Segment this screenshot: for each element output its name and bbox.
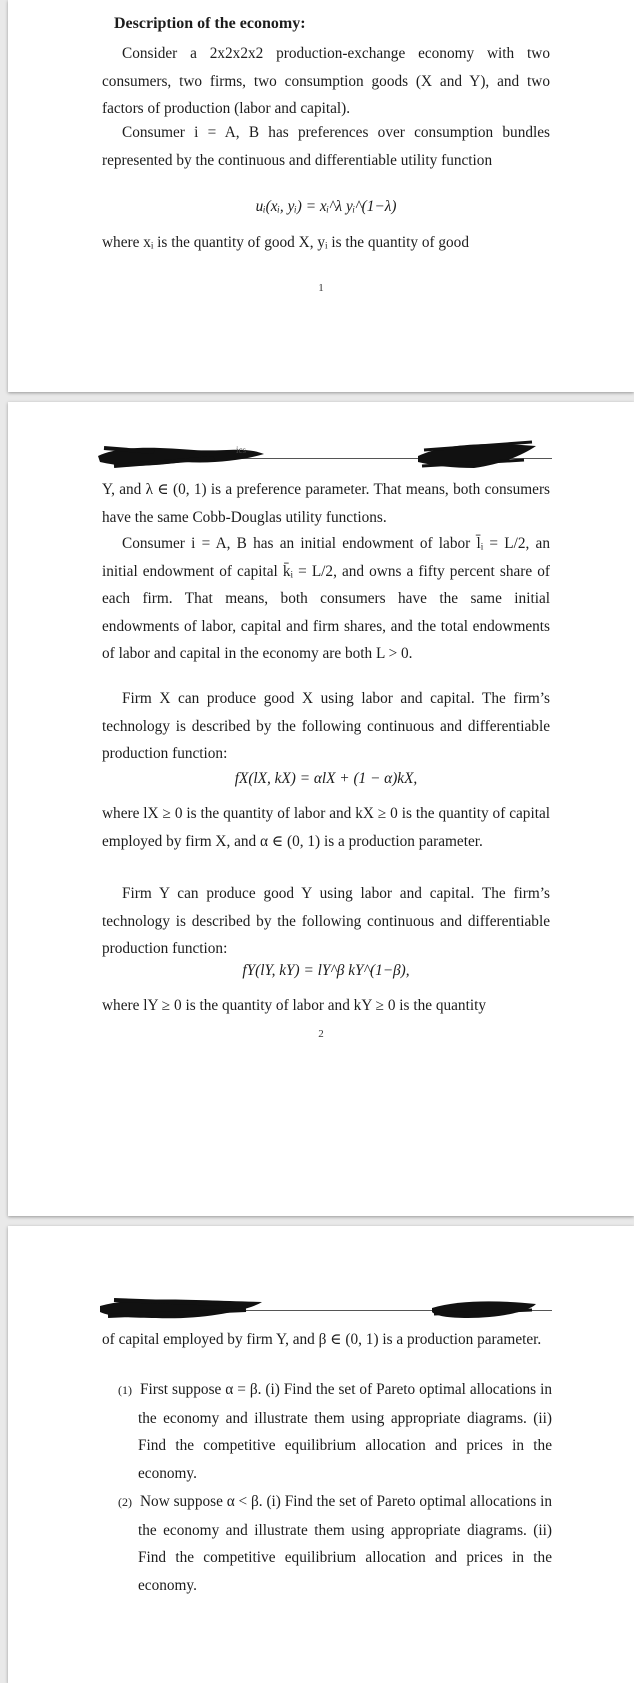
paragraph: Consumer i = A, B has preferences over consumption bundles represented by the continuous and differentiable utility function — [102, 124, 550, 169]
paragraph: Firm X can produce good X using labor and capital. The firm’s technology is described by the following continuous and differentiable production function: — [102, 690, 550, 762]
paragraph: Y, and λ ∈ (0, 1) is a preference parameter. That means, both consumers have the same Cobb-Douglas utility functions. — [102, 481, 550, 526]
page-number: 2 — [318, 1028, 324, 1040]
paragraph: Consumer i = A, B has an initial endowment of labor l̄ᵢ = L/2, an initial endowment of capital k̄ᵢ = L/2, and owns a fifty percent share of each firm. That means, both consumers have the same initial endowments of labor, capital and firm shares, and the total endowments of labor and capital in the economy are both L > 0. — [102, 535, 550, 662]
question-number: (2) — [118, 1495, 132, 1509]
question-text: First suppose α = β. (i) Find the set of Pareto optimal allocations in the economy and illustrate them using appropriate diagrams. (ii) Find the competitive equilibrium allocation and prices in the economy. — [138, 1381, 552, 1482]
utility-equation: uᵢ(xᵢ, yᵢ) = xᵢ^λ yᵢ^(1−λ) — [255, 198, 397, 215]
question-text: Now suppose α < β. (i) Find the set of Pareto optimal allocations in the economy and illustrate them using appropriate diagrams. (ii) Find the competitive equilibrium allocation and prices in the economy. — [138, 1493, 552, 1594]
paragraph: Firm Y can produce good Y using labor and capital. The firm’s technology is described by the following continuous and differentiable production function: — [102, 885, 550, 957]
redaction-mark — [414, 438, 540, 472]
document-page-3 — [8, 1226, 634, 1683]
paragraph: where xᵢ is the quantity of good X, yᵢ is the quantity of good — [102, 234, 469, 251]
paragraph: Consider a 2x2x2x2 production-exchange economy with two consumers, two firms, two consumption goods (X and Y), and two factors of production (labor and capital). — [102, 45, 550, 117]
redaction-mark — [96, 1292, 266, 1324]
page-number: 1 — [318, 282, 324, 294]
document-page-2 — [8, 402, 634, 1216]
question-number: (1) — [118, 1383, 132, 1397]
question-item — [118, 1488, 552, 1599]
paragraph: where lY ≥ 0 is the quantity of labor and kY ≥ 0 is the quantity — [102, 997, 486, 1014]
paragraph: where lX ≥ 0 is the quantity of labor and kX ≥ 0 is the quantity of capital employed by firm X, and α ∈ (0, 1) is a production parameter. — [102, 805, 550, 850]
production-function-x: fX(lX, kX) = αlX + (1 − α)kX, — [234, 770, 418, 787]
production-function-y: fY(lY, kY) = lY^β kY^(1−β), — [242, 962, 410, 979]
document-page-1 — [8, 0, 634, 392]
header-fragment: ics — [236, 445, 246, 455]
redaction-mark — [428, 1296, 540, 1322]
paragraph: of capital employed by firm Y, and β ∈ (0, 1) is a production parameter. — [102, 1331, 542, 1348]
section-heading: Description of the economy: — [114, 15, 306, 32]
question-item — [118, 1376, 552, 1487]
